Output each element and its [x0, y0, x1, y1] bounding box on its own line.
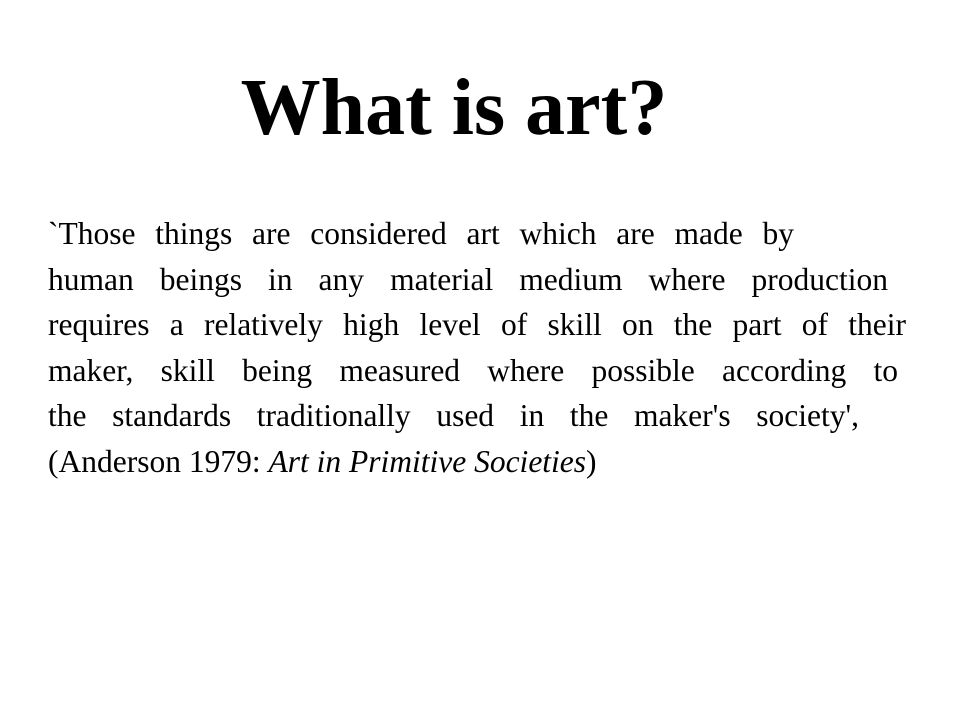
quote-line: human beings in any material medium where production [48, 261, 888, 297]
citation-open: (Anderson 1979: [48, 443, 269, 479]
quote-line: requires a relatively high level of skill on the part of their [48, 307, 906, 342]
quote-line: maker, skill being measured where possible according to [48, 352, 898, 388]
citation-line [48, 439, 698, 485]
citation-close: ) [586, 443, 597, 479]
citation-work-title: Art in Primitive Societies [268, 443, 587, 479]
quote-line: `Those things are considered art which are made by [48, 216, 794, 251]
slide-title: What is art? [240, 64, 668, 152]
quote-block [48, 211, 928, 484]
quote-line: the standards traditionally used in the maker's society', [48, 398, 859, 433]
